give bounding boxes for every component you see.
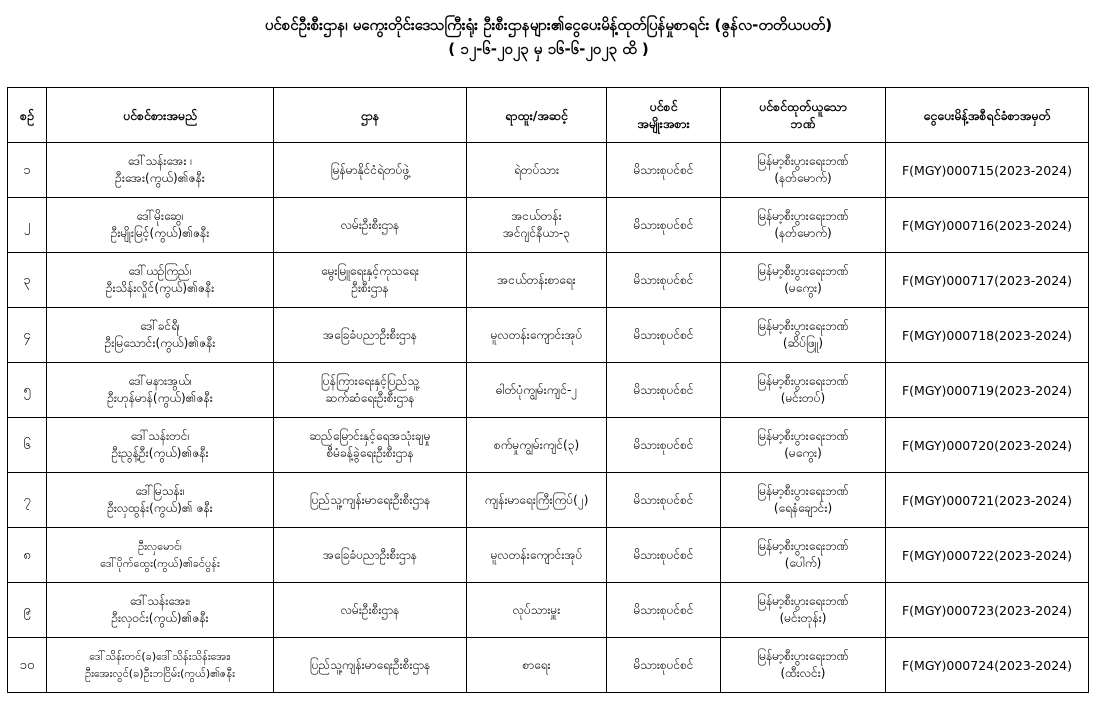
cell-bank-line2: (မကွေး) (784, 281, 822, 295)
cell-name-line1: ဒေါ်သန်းအေး ၊ (127, 154, 193, 168)
cell-department (274, 528, 467, 583)
cell-reg-no: F(MGY)000716(2023-2024) (886, 198, 1089, 253)
cell-department (274, 638, 467, 693)
cell-name-line2: ဦးမျိုးမြင့်(ကွယ်)၏ဇနီး (110, 226, 210, 240)
cell-name-line2: ဦးသိန်းလှိုင်(ကွယ်)၏ဇနီး (105, 281, 215, 295)
table-row (8, 418, 1089, 473)
cell-bank (721, 363, 886, 418)
table-row (8, 363, 1089, 418)
header-pension-type-line1: ပင်စင် (649, 99, 678, 114)
cell-position-line1: အငယ်တန်းစာရေး (497, 272, 576, 287)
cell-bank-line1: မြန်မာ့စီးပွားရေးဘဏ် (757, 484, 849, 498)
header-bank-line1: ပင်စင်ထုတ်ယူသော (759, 99, 847, 114)
cell-no: ၅ (8, 363, 47, 418)
cell-bank-line1: မြန်မာ့စီးပွားရေးဘဏ် (757, 319, 849, 333)
table-row (8, 143, 1089, 198)
cell-pension-type: မိသားစုပင်စင် (607, 418, 721, 473)
header-reg-no: ငွေပေးမိန့်အစီရင်ခံစာအမှတ် (886, 88, 1089, 143)
cell-position-line2: အင်ဂျင်နီယာ-၃ (503, 226, 570, 240)
cell-reg-no: F(MGY)000715(2023-2024) (886, 143, 1089, 198)
table-row (8, 473, 1089, 528)
cell-position-line1: ဓါတ်ပုံကျွမ်းကျင်-၂ (495, 382, 578, 397)
cell-bank-line1: မြန်မာ့စီးပွားရေးဘဏ် (757, 539, 849, 553)
document-title: ပင်စင်ဦးစီးဌာန၊ မကွေးတိုင်းဒေသကြီးရုံး ဦးစီးဌာနများ၏ငွေပေးမိန့်ထုတ်ပြန်မှုစာရင်း (ဇွန်လ-တတိယပတ်) (264, 16, 833, 34)
cell-bank (721, 638, 886, 693)
cell-department (274, 473, 467, 528)
cell-name (47, 363, 274, 418)
document-subtitle: ( ၁၂-၆-၂၀၂၃ မှ ၁၆-၆-၂၀၂၃ ထိ ) (448, 40, 649, 58)
cell-position-line1: စာရေး (522, 657, 551, 672)
cell-name-line1: ဒေါ်ယဉ်ကြည်၊ (128, 264, 192, 278)
pension-table (7, 87, 1089, 693)
cell-department (274, 253, 467, 308)
cell-position (467, 363, 607, 418)
cell-name (47, 473, 274, 528)
cell-position (467, 198, 607, 253)
table-row (8, 198, 1089, 253)
cell-position (467, 528, 607, 583)
cell-department-line1: အခြေခံပညာဦးစီးဌာန (323, 327, 417, 342)
cell-bank (721, 583, 886, 638)
cell-bank-line1: မြန်မာ့စီးပွားရေးဘဏ် (757, 154, 849, 168)
cell-name (47, 528, 274, 583)
cell-position (467, 638, 607, 693)
cell-bank-line2: (ထီးလင်း) (780, 666, 826, 680)
cell-no: ၉ (8, 583, 47, 638)
cell-reg-no: F(MGY)000720(2023-2024) (886, 418, 1089, 473)
header-no: စဉ် (8, 88, 47, 143)
cell-bank (721, 473, 886, 528)
cell-name-line1: ဒေါ်သန်းအေး၊ (129, 594, 191, 608)
cell-reg-no: F(MGY)000723(2023-2024) (886, 583, 1089, 638)
cell-department-line1: အခြေခံပညာဦးစီးဌာန (323, 547, 417, 562)
cell-department (274, 198, 467, 253)
cell-position-line1: စက်မှုကျွမ်းကျင်(၃) (493, 437, 580, 452)
cell-bank-line2: (ဆိပ်ဖြူ) (782, 336, 824, 350)
cell-department-line1: လမ်းဦးစီးဌာန (340, 602, 400, 617)
cell-name-line1: ဒေါ်သန်းတင်၊ (130, 429, 190, 443)
cell-department (274, 308, 467, 363)
cell-department-line1: ပြည်သူ့ကျန်းမာရေးဦးစီးဌာန (309, 492, 431, 507)
cell-department (274, 418, 467, 473)
cell-reg-no: F(MGY)000719(2023-2024) (886, 363, 1089, 418)
cell-department-line1: လမ်းဦးစီးဌာန (340, 217, 400, 232)
cell-no: ၃ (8, 253, 47, 308)
cell-department (274, 143, 467, 198)
cell-bank-line2: (ရေနံချောင်း) (773, 501, 833, 515)
cell-pension-type: မိသားစုပင်စင် (607, 638, 721, 693)
cell-position-line1: မူလတန်းကျောင်းအုပ် (490, 327, 583, 342)
cell-pension-type: မိသားစုပင်စင် (607, 363, 721, 418)
cell-name-line1: ဦးလှမောင်၊ (138, 540, 182, 553)
cell-bank-line2: (မင်းတုန်း) (779, 611, 827, 625)
table-header-row (8, 88, 1089, 143)
cell-position-line1: လုပ်သားမှူး (512, 602, 561, 617)
table-row (8, 308, 1089, 363)
cell-name-line2: ဦးဟုန်မာန်(ကွယ်)၏ဇနီး (107, 391, 213, 405)
cell-bank-line2: (နတ်မောက်) (774, 171, 832, 185)
cell-bank-line1: မြန်မာ့စီးပွားရေးဘဏ် (757, 594, 849, 608)
cell-position-line1: ကျန်းမာရေးကြီးကြပ်(၂) (484, 492, 589, 507)
cell-bank (721, 418, 886, 473)
cell-reg-no: F(MGY)000722(2023-2024) (886, 528, 1089, 583)
header-name: ပင်စင်စားအမည် (47, 88, 274, 143)
cell-position-line1: မူလတန်းကျောင်းအုပ် (490, 547, 583, 562)
cell-bank (721, 198, 886, 253)
cell-bank-line1: မြန်မာ့စီးပွားရေးဘဏ် (757, 264, 849, 278)
cell-department (274, 363, 467, 418)
cell-department-line2: ဦးစီးဌာန (351, 281, 389, 295)
table-row (8, 583, 1089, 638)
cell-position (467, 583, 607, 638)
cell-name-line2: ဦးအေးလွင်(ခ)ဦးဘငြိမ်း(ကွယ်)၏ဇနီး (85, 667, 235, 680)
cell-name (47, 418, 274, 473)
cell-pension-type: မိသားစုပင်စင် (607, 253, 721, 308)
cell-pension-type: မိသားစုပင်စင် (607, 583, 721, 638)
cell-department-line1: ပြန်ကြားရေးနှင့်ပြည်သူ့ (320, 374, 420, 388)
header-department: ဌာန (274, 88, 467, 143)
cell-name-line1: ဒေါ်မနားအွယ်၊ (128, 374, 192, 388)
cell-position (467, 473, 607, 528)
cell-bank-line2: (မကွေး) (784, 446, 822, 460)
cell-bank (721, 253, 886, 308)
table-row (8, 528, 1089, 583)
cell-department-line2: စီမံခန့်ခွဲရေးဦးစီးဌာန (326, 446, 414, 460)
cell-no: ၂ (8, 198, 47, 253)
header-bank-line2: ဘဏ် (790, 116, 816, 131)
cell-bank-line1: မြန်မာ့စီးပွားရေးဘဏ် (757, 209, 849, 223)
cell-department-line2: ဆက်ဆံရေးဦးစီးဌာန (325, 391, 415, 405)
cell-bank-line1: မြန်မာ့စီးပွားရေးဘဏ် (757, 429, 849, 443)
cell-position (467, 143, 607, 198)
cell-name-line1: ဒေါ်သိန်းတင်(ခ)ဒေါ်သိန်းသိန်းအေး၊ (89, 650, 231, 663)
cell-reg-no: F(MGY)000718(2023-2024) (886, 308, 1089, 363)
cell-position (467, 308, 607, 363)
cell-no: ၁၀ (8, 638, 47, 693)
cell-name (47, 198, 274, 253)
cell-position-line1: ရဲတပ်သား (514, 162, 559, 177)
cell-no: ၈ (8, 528, 47, 583)
cell-reg-no: F(MGY)000717(2023-2024) (886, 253, 1089, 308)
cell-name-line2: ဦးမြသောင်း(ကွယ်)၏ဇနီး (104, 336, 216, 350)
cell-department (274, 583, 467, 638)
cell-reg-no: F(MGY)000721(2023-2024) (886, 473, 1089, 528)
header-pension-type (607, 88, 721, 143)
cell-department-line1: ဆည်မြောင်းနှင့်ရေအသုံးချမှု (309, 429, 431, 443)
cell-department-line1: မွေးမြူရေးနှင့်ကုသရေး (321, 264, 419, 278)
cell-name (47, 143, 274, 198)
cell-bank-line2: (နတ်မောက်) (774, 226, 832, 240)
cell-no: ၆ (8, 418, 47, 473)
cell-position (467, 253, 607, 308)
cell-name-line2: ဦးအေး(ကွယ်)၏ဇနီး (115, 171, 205, 185)
header-pension-type-line2: အမျိုးအစား (637, 116, 690, 131)
cell-pension-type: မိသားစုပင်စင် (607, 308, 721, 363)
cell-bank-line2: (မင်းတပ်) (780, 391, 826, 405)
cell-no: ၄ (8, 308, 47, 363)
cell-pension-type: မိသားစုပင်စင် (607, 143, 721, 198)
cell-name-line2: ဦးလှဝင်း(ကွယ်)၏ဇနီး (111, 611, 209, 625)
cell-name-line1: ဒေါ်ခင်ရီ၊ (140, 319, 180, 333)
cell-name (47, 583, 274, 638)
cell-name-line2: ဦးညွန့်ဦး(ကွယ်)၏ဇနီး (111, 446, 209, 460)
table-row (8, 638, 1089, 693)
table-row (8, 253, 1089, 308)
cell-department-line1: ပြည်သူ့ကျန်းမာရေးဦးစီးဌာန (309, 657, 431, 672)
cell-pension-type: မိသားစုပင်စင် (607, 198, 721, 253)
cell-name (47, 308, 274, 363)
cell-no: ၁ (8, 143, 47, 198)
cell-bank (721, 528, 886, 583)
cell-pension-type: မိသားစုပင်စင် (607, 473, 721, 528)
header-position: ရာထူး/အဆင့် (467, 88, 607, 143)
cell-bank-line2: (ပေါက်) (784, 556, 822, 570)
table-body (8, 143, 1089, 693)
cell-name-line2: ဒေါ်ပိုက်ထွေး(ကွယ်)၏ခင်ပွန်း (100, 557, 220, 570)
cell-name-line2: ဦးလှထွန်း(ကွယ်)၏ ဇနီး (107, 501, 213, 515)
header-bank (721, 88, 886, 143)
cell-bank (721, 308, 886, 363)
cell-no: ၇ (8, 473, 47, 528)
cell-name-line1: ဒေါ်မိုးဆွေ၊ (136, 209, 184, 223)
cell-bank-line1: မြန်မာ့စီးပွားရေးဘဏ် (757, 649, 849, 663)
cell-department-line1: မြန်မာနိုင်ငံရဲတပ်ဖွဲ့ (330, 162, 410, 177)
cell-name (47, 638, 274, 693)
cell-name-line1: ဒေါ်မြသန်း၊ (135, 484, 185, 498)
cell-name (47, 253, 274, 308)
cell-position-line1: အငယ်တန်း (511, 209, 562, 223)
cell-bank (721, 143, 886, 198)
cell-bank-line1: မြန်မာ့စီးပွားရေးဘဏ် (757, 374, 849, 388)
cell-position (467, 418, 607, 473)
document-header (0, 14, 1097, 60)
cell-pension-type: မိသားစုပင်စင် (607, 528, 721, 583)
cell-reg-no: F(MGY)000724(2023-2024) (886, 638, 1089, 693)
